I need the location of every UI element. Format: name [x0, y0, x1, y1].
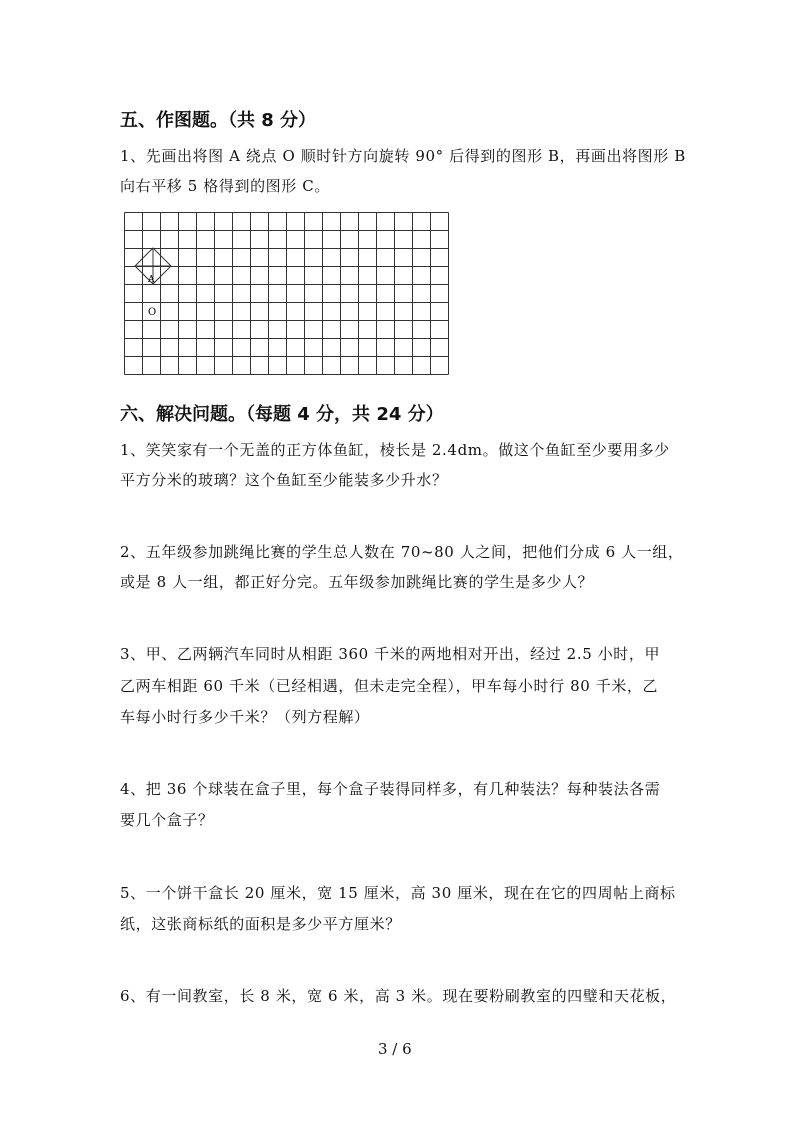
s6-q1-line1: 1、笑笑家有一个无盖的正方体鱼缸，棱长是 2.4dm。做这个鱼缸至少要用多少	[120, 441, 670, 459]
s6-q4-line2: 要几个盒子？	[120, 811, 214, 829]
s6-q4-line1: 4、把 36 个球装在盒子里，每个盒子装得同样多，有几种装法？每种装法各需	[120, 780, 661, 798]
section-6-title: 六、解决问题。（每题 4 分，共 24 分）	[120, 404, 444, 425]
s5-q1-line2: 向右平移 5 格得到的图形 C。	[120, 177, 330, 195]
s6-q2-line2: 或是 8 人一组，都正好分完。五年级参加跳绳比赛的学生是多少人？	[120, 573, 594, 591]
s6-q5-line1: 5、一个饼干盒长 20 厘米，宽 15 厘米，高 30 厘米，现在在它的四周帖上商标	[120, 884, 676, 902]
s6-q3-line1: 3、甲、乙两辆汽车同时从相距 360 千米的两地相对开出，经过 2.5 小时，甲	[120, 645, 661, 663]
s6-q2-line1: 2、五年级参加跳绳比赛的学生总人数在 70~80 人之间，把他们分成 6 人一组，	[120, 543, 684, 561]
section-5-title: 五、作图题。（共 8 分）	[120, 110, 317, 131]
grid-label-o: O	[148, 307, 157, 318]
page-number: 3 / 6	[378, 1040, 412, 1058]
drawing-grid	[124, 212, 450, 376]
s6-q3-line2: 乙两车相距 60 千米（已经相遇，但未走完全程），甲车每小时行 80 千米，乙	[120, 677, 659, 695]
s6-q6-line1: 6、有一间教室，长 8 米，宽 6 米，高 3 米。现在要粉刷教室的四璧和天花板，	[120, 987, 677, 1005]
grid-label-a: A	[148, 275, 155, 285]
s6-q1-line2: 平方分米的玻璃？这个鱼缸至少能装多少升水？	[120, 471, 448, 489]
s6-q3-line3: 车每小时行多少千米？（列方程解）	[120, 708, 370, 726]
s6-q5-line2: 纸，这张商标纸的面积是多少平方厘米？	[120, 915, 401, 933]
s5-q1-line1: 1、先画出将图 A 绕点 O 顺时针方向旋转 90° 后得到的图形 B，再画出将图形 B	[120, 147, 686, 165]
